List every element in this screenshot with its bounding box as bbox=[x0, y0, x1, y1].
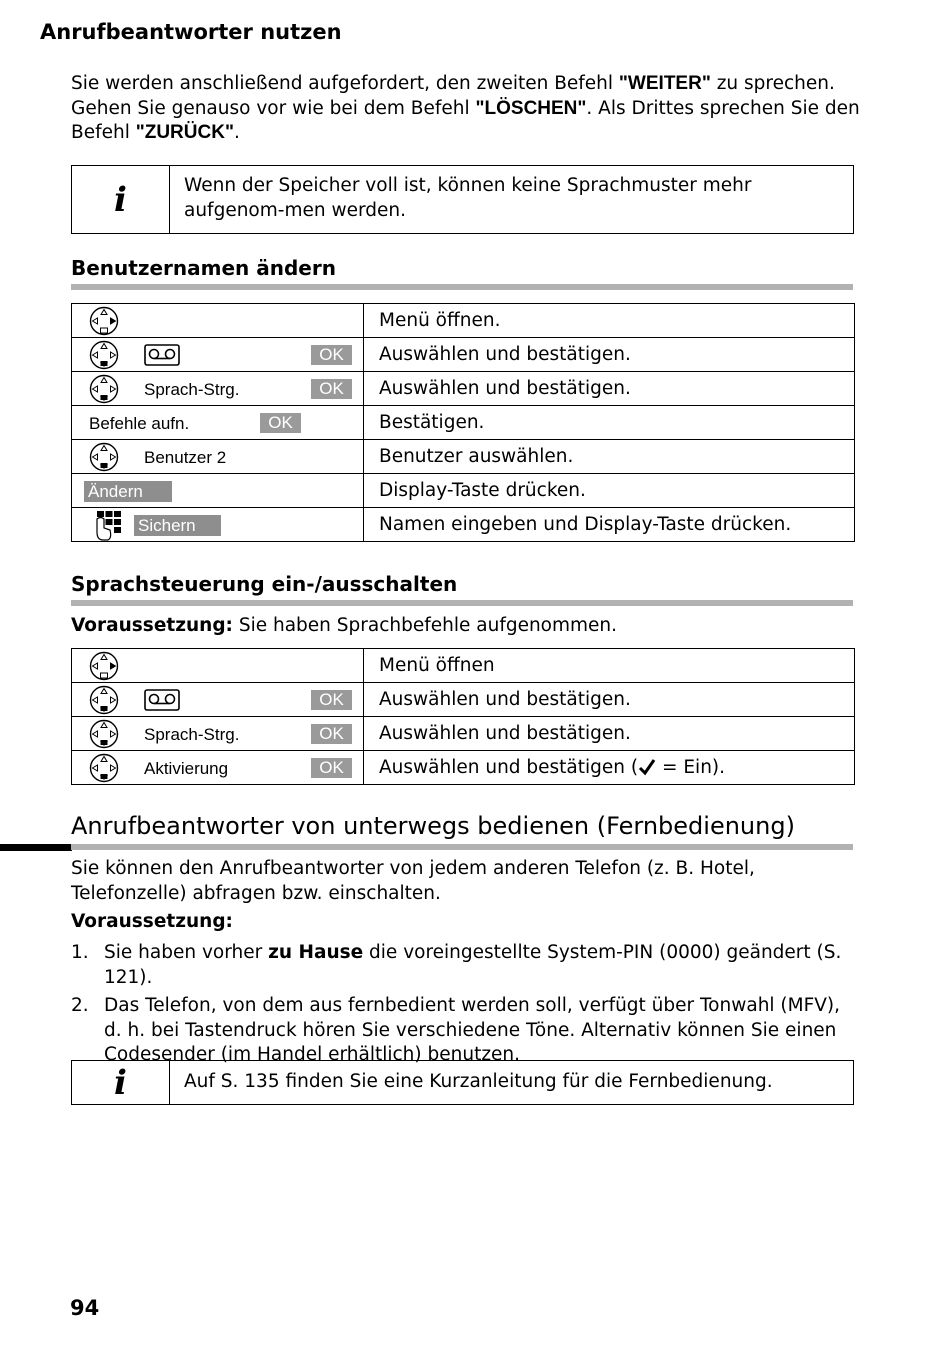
section-title-rename: Benutzernamen ändern bbox=[71, 256, 336, 280]
step-action: Auswählen und bestätigen. bbox=[364, 683, 855, 717]
table-row bbox=[72, 440, 855, 474]
list-item: 1. Sie haben vorher zu Hause die voreingestellte System-PIN (0000) geändert (S. 121). bbox=[71, 942, 842, 988]
info-box bbox=[71, 165, 854, 234]
info-text: Wenn der Speicher voll ist, können keine Sprachmuster mehr aufgenom-men werden. bbox=[184, 175, 752, 221]
section-rule bbox=[71, 284, 853, 290]
change-softkey[interactable]: Ändern bbox=[84, 481, 172, 502]
keypad-icon bbox=[94, 510, 124, 542]
nav-key-right-icon bbox=[89, 306, 119, 336]
list-item: 2. Das Telefon, von dem aus fernbedient werden soll, verfügt über Tonwahl (MFV), d. h. bei Tastendruck hören Sie verschiedene Töne. Alternativ können Sie einen Codesender (im Handel erhältlich) benutzen. bbox=[71, 995, 841, 1065]
step-action: Display-Taste drücken. bbox=[364, 474, 855, 508]
nav-key-down-icon bbox=[89, 685, 119, 715]
table-row bbox=[72, 406, 855, 440]
step-action: Menü öffnen. bbox=[364, 304, 855, 338]
remote-intro: Sie können den Anrufbeantworter von jedem anderen Telefon (z. B. Hotel, Telefonzelle) abfragen bzw. einschalten. bbox=[71, 858, 755, 904]
step-action: Auswählen und bestätigen. bbox=[364, 372, 855, 406]
info-icon: i bbox=[72, 1061, 170, 1104]
table-row bbox=[72, 338, 855, 372]
page-header: Anrufbeantworter nutzen bbox=[40, 20, 342, 44]
table-row bbox=[72, 751, 855, 785]
voice-steps-table bbox=[71, 648, 855, 785]
menu-entry-label: Aktivierung bbox=[144, 759, 229, 778]
info-icon: i bbox=[72, 166, 170, 233]
info-text: Auf S. 135 finden Sie eine Kurzanleitung für die Fernbedienung. bbox=[184, 1071, 773, 1092]
nav-key-down-icon bbox=[89, 374, 119, 404]
section-rule bbox=[71, 600, 853, 606]
prerequisite-label: Voraussetzung: bbox=[71, 911, 233, 932]
nav-key-right-icon bbox=[89, 651, 119, 681]
ok-softkey[interactable]: OK bbox=[311, 379, 352, 399]
save-softkey[interactable]: Sichern bbox=[134, 515, 221, 536]
answering-machine-icon bbox=[144, 689, 180, 711]
ok-softkey[interactable]: OK bbox=[311, 345, 352, 365]
info-box bbox=[71, 1060, 854, 1105]
page-number: 94 bbox=[70, 1296, 100, 1320]
section-rule bbox=[71, 844, 853, 850]
nav-key-down-icon bbox=[89, 753, 119, 783]
intro-paragraph: Sie werden anschließend aufgefordert, den zweiten Befehl "WEITER" zu sprechen. Gehen Sie genauso vor wie bei dem Befehl "LÖSCHEN". Als Drittes sprechen Sie den Befehl "ZURÜCK". bbox=[71, 73, 860, 143]
step-action: Auswählen und bestätigen ( = Ein). bbox=[364, 751, 855, 785]
table-row bbox=[72, 683, 855, 717]
step-action: Benutzer auswählen. bbox=[364, 440, 855, 474]
step-action: Bestätigen. bbox=[364, 406, 855, 440]
table-row bbox=[72, 372, 855, 406]
checkmark-icon bbox=[638, 758, 656, 776]
section-title-voice: Sprachsteuerung ein-/ausschalten bbox=[71, 572, 458, 596]
prerequisite: Voraussetzung: Sie haben Sprachbefehle aufgenommen. bbox=[71, 615, 618, 636]
section-marker-bar bbox=[0, 844, 72, 851]
menu-entry-label: Benutzer 2 bbox=[144, 448, 227, 467]
menu-entry-label: Sprach-Strg. bbox=[144, 380, 240, 399]
nav-key-down-icon bbox=[89, 340, 119, 370]
prerequisite-list bbox=[71, 941, 861, 1068]
ok-softkey[interactable]: OK bbox=[260, 413, 301, 433]
table-row bbox=[72, 649, 855, 683]
section-title-remote: Anrufbeantworter von unterwegs bedienen (Fernbedienung) bbox=[71, 812, 795, 840]
menu-entry-label: Befehle aufn. bbox=[89, 414, 190, 433]
table-row bbox=[72, 717, 855, 751]
step-action: Auswählen und bestätigen. bbox=[364, 717, 855, 751]
step-action: Menü öffnen bbox=[364, 649, 855, 683]
table-row bbox=[72, 508, 855, 542]
rename-steps-table bbox=[71, 303, 855, 542]
ok-softkey[interactable]: OK bbox=[311, 690, 352, 710]
menu-entry-label: Sprach-Strg. bbox=[144, 725, 240, 744]
table-row bbox=[72, 304, 855, 338]
table-row bbox=[72, 474, 855, 508]
ok-softkey[interactable]: OK bbox=[311, 724, 352, 744]
step-action: Namen eingeben und Display-Taste drücken. bbox=[364, 508, 855, 542]
nav-key-down-icon bbox=[89, 719, 119, 749]
step-action: Auswählen und bestätigen. bbox=[364, 338, 855, 372]
nav-key-down-icon bbox=[89, 442, 119, 472]
answering-machine-icon bbox=[144, 344, 180, 366]
ok-softkey[interactable]: OK bbox=[311, 758, 352, 778]
